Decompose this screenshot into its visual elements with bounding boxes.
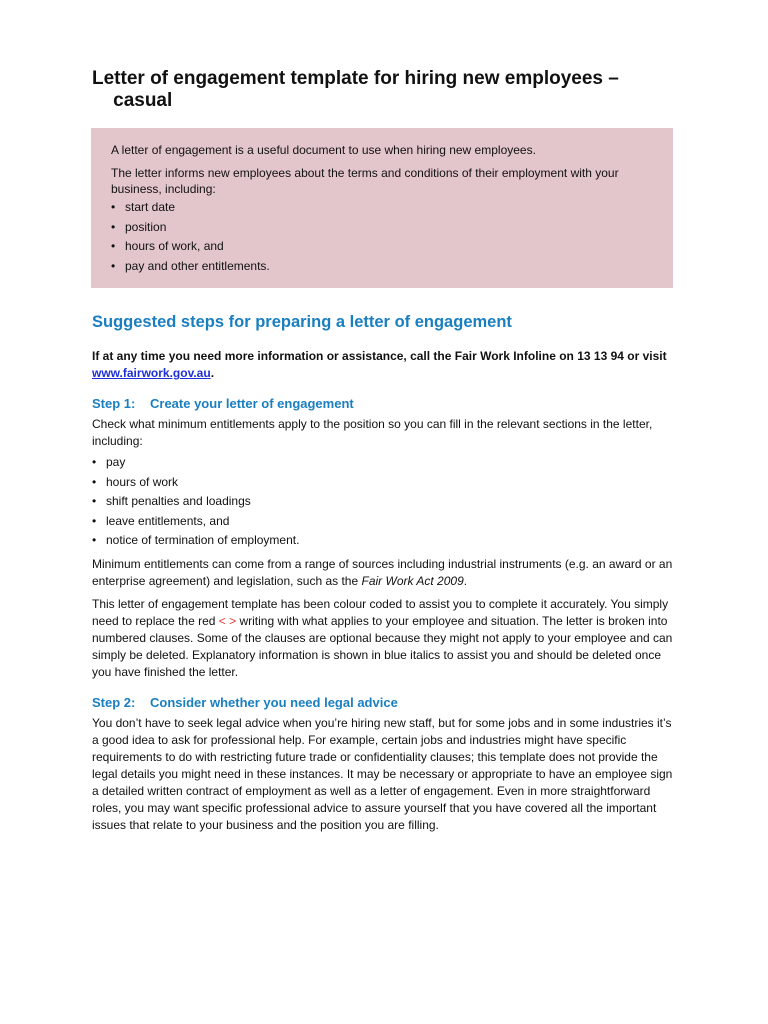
list-item: • leave entitlements, and [92,513,230,528]
list-item: • start date [111,200,176,214]
step-1-bullet-list [92,454,672,552]
bullet-icon: • [92,455,97,469]
title-line-1: Letter of engagement template for hiring new employees – [92,68,619,89]
step-2-paragraph-1: You don’t have to seek legal advice when you’re hiring new staff, but for some jobs and in some industries it’s a good idea to ask for professional help. For example, certain jobs and industries might have specific requirements to do with restricting future trade or confidentiality clauses; this template does not provide the legal details you might need in these instances. It may be necessary or appropriate to have an employee sign a detailed written contract of employment as well as a letter of engagement. Even in more straightforward roles, you may want specific professional advice to assure yourself that you have covered all the important issues that relate to your business and the position you are filling. [92,716,673,832]
bullet-icon: • [92,494,97,508]
step-1-paragraph-1: Check what minimum entitlements apply to the position so you can fill in the relevant sections in the letter, including: [92,417,653,448]
fairwork-link[interactable]: www.fairwork.gov.au [92,366,211,380]
intro-bullet-list [111,199,653,274]
bullet-icon: • [111,258,116,273]
placeholder-marker: < > [218,614,237,628]
intro-paragraph-2: The letter informs new employees about the terms and conditions of their employment with your business, including: [111,166,619,196]
list-item: • pay and other entitlements. [111,258,270,273]
bullet-icon: • [111,239,116,253]
bullet-icon: • [92,533,97,547]
document-title [92,68,692,112]
list-item: • position [111,219,167,234]
step-1-heading [92,396,354,412]
list-item: • hours of work [92,474,179,489]
step-2-heading [92,695,398,711]
bullet-icon: • [111,219,116,234]
list-item: • notice of termination of employment. [92,533,300,547]
list-item: • shift penalties and loadings [92,494,251,508]
intro-paragraph-1: A letter of engagement is a useful document to use when hiring new employees. [111,143,536,157]
bullet-icon: • [92,474,97,489]
step-2-number: Step 2: [92,695,136,710]
list-item: • hours of work, and [111,239,224,253]
intro-box [91,128,673,288]
title-line-2: casual [113,90,173,111]
section-heading: Suggested steps for preparing a letter of engagement [92,313,512,331]
infoline-paragraph: If at any time you need more information or assistance, call the Fair Work Infoline on 13 13 94 or visit www.fairwork.gov.au. [92,349,667,380]
list-item: • pay [92,455,126,469]
step-1-paragraph-2: Minimum entitlements can come from a range of sources including industrial instruments (e.g. an award or an enterprise agreement) and legislation, such as the Fair Work Act 2009. [92,557,673,588]
step-1-title: Create your letter of engagement [150,396,354,411]
step-1-number: Step 1: [92,396,136,411]
step-2-title: Consider whether you need legal advice [150,695,398,710]
step-1-paragraph-3: This letter of engagement template has been colour coded to assist you to complete it accurately. You simply need to replace the red < > writing with what applies to your employee and situation. The letter is broken into numbered clauses. Some of the clauses are optional because they might not apply to your employee and can simply be deleted. Explanatory information is shown in blue italics to assist you and should be deleted once you have finished the letter. [92,597,673,679]
bullet-icon: • [92,513,97,528]
bullet-icon: • [111,200,116,214]
